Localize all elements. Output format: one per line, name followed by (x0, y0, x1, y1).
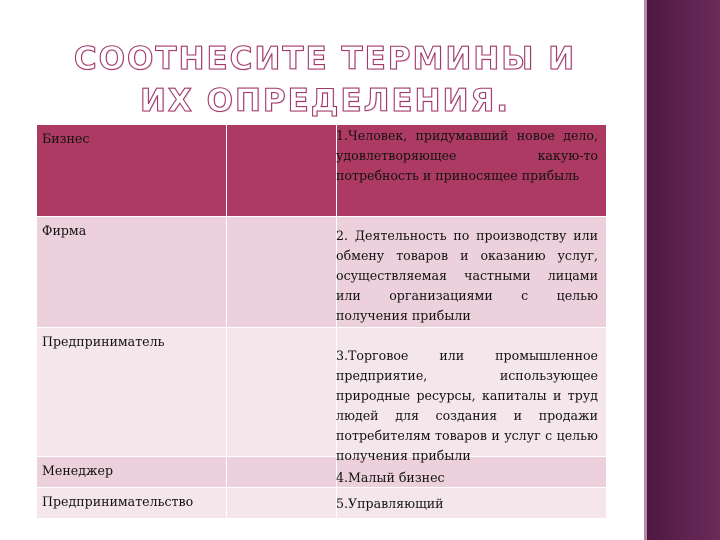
answer-cell (227, 217, 337, 328)
answer-cell (227, 125, 337, 217)
definition-text: 2. Деятельность по производству или обмену товаров и оказанию услуг, осуществляемая частными лицами или организациями с целью получения прибыли (336, 228, 598, 323)
term-cell: Фирма (37, 217, 227, 328)
definition-text: 3.Торговое или промышленное предприятие, использующее природные ресурсы, капиталы и труд людей для создания и продажи потребителям товаров и услуг с целью получения прибыли (336, 348, 598, 463)
answer-cell (227, 457, 337, 488)
definition-text: 1.Человек, придумавший новое дело, удовлетворяющее какую-то потребность и приносящее прибыль (336, 128, 598, 183)
answer-cell (227, 328, 337, 457)
term-cell: Предпринимательство (37, 488, 227, 519)
definition-text: 4.Малый бизнес (336, 470, 445, 485)
definitions-column (336, 126, 598, 520)
slide-title: СООТНЕСИТЕ ТЕРМИНЫ И ИХ ОПРЕДЕЛЕНИЯ. (73, 41, 577, 119)
decorative-side-band (644, 0, 720, 540)
term-cell: Бизнес (37, 125, 227, 217)
definition-text: 5.Управляющий (336, 496, 444, 511)
answer-cell (227, 488, 337, 519)
term-cell: Менеджер (37, 457, 227, 488)
term-cell: Предприниматель (37, 328, 227, 457)
